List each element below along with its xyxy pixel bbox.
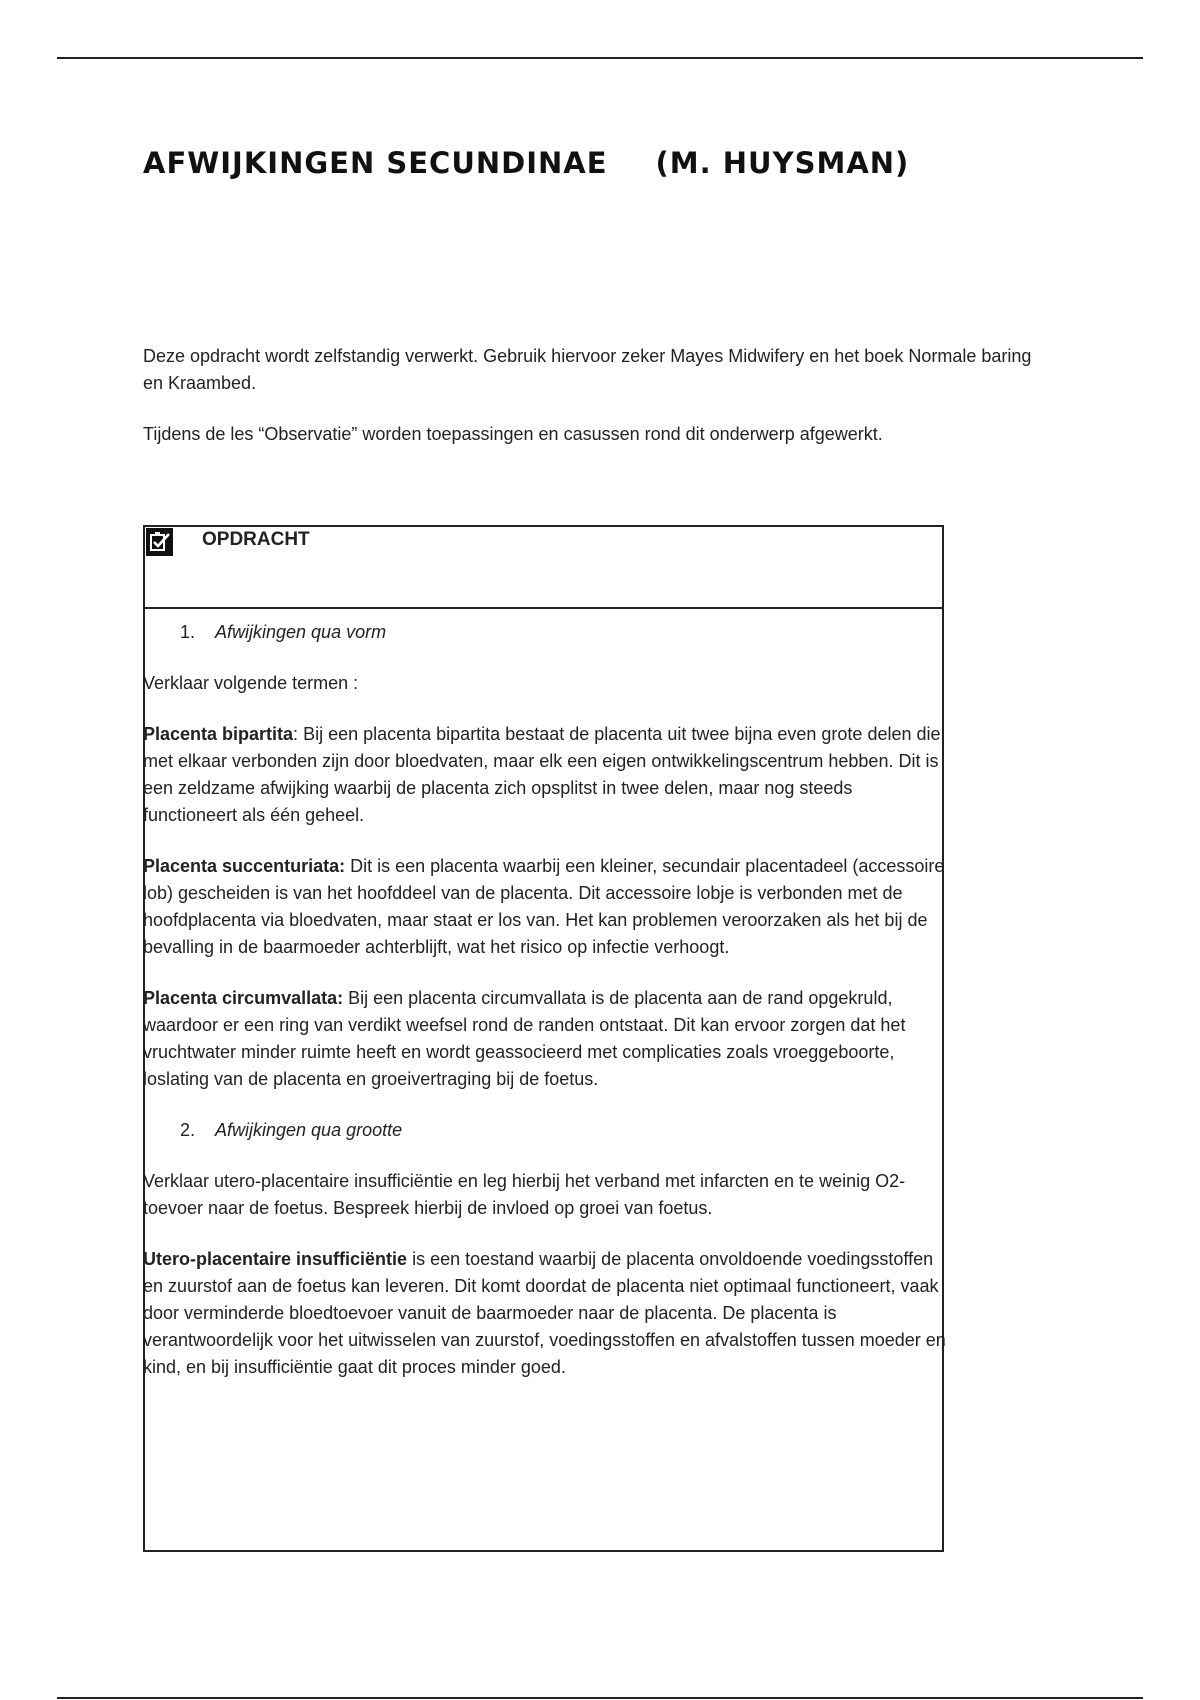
term-definition bbox=[143, 721, 946, 829]
intro-paragraph: Tijdens de les “Observatie” worden toepassingen en casussen rond dit onderwerp afgewerkt. bbox=[143, 424, 883, 444]
assignment-box bbox=[143, 525, 944, 1552]
title-main: AFWIJKINGEN SECUNDINAE bbox=[143, 146, 608, 180]
answer-text: is een toestand waarbij de placenta onvoldoende voedingsstoffen en zuurstof aan de foetus kan leveren. Dit komt doordat de placenta niet optimaal functioneert, vaak door verminderde bloedtoevoer vanuit de baarmoeder naar de placenta. De placenta is verantwoordelijk voor het uitwisselen van zuurstof, voedingsstoffen en afvalstoffen tussen moeder en kind, en bij insufficiëntie gaat dit proces minder goed. bbox=[143, 1249, 946, 1377]
intro-paragraph: Deze opdracht wordt zelfstandig verwerkt. Gebruik hiervoor zeker Mayes Midwifery en het boek Normale baring en Kraambed. bbox=[143, 346, 1032, 393]
term-separator: : bbox=[293, 724, 299, 744]
term-label: Placenta bipartita bbox=[143, 724, 294, 744]
assignment-body bbox=[143, 619, 946, 1405]
section-number: 2. bbox=[180, 1120, 196, 1140]
top-divider bbox=[57, 57, 1143, 59]
term-text: Bij een placenta circumvallata is de placenta aan de rand opgekruld, waardoor er een ring van verdikt weefsel rond de randen ontstaat. Dit kan ervoor zorgen dat het vruchtwater minder ruimte heeft en wordt geassocieerd met complicaties zoals vroeggeboorte, loslating van de placenta en groeivertraging bij de foetus. bbox=[143, 988, 906, 1089]
title-author: (M. HUYSMAN) bbox=[655, 146, 910, 180]
answer-paragraph bbox=[143, 1246, 946, 1381]
term-definition bbox=[143, 985, 946, 1093]
checklist-icon bbox=[146, 528, 173, 556]
assignment-title: OPDRACHT bbox=[202, 529, 310, 550]
term-label: Placenta succenturiata: bbox=[143, 856, 346, 876]
section-number: 1. bbox=[180, 622, 196, 642]
page-title bbox=[143, 146, 909, 180]
instruction-text: Verklaar utero-placentaire insufficiëntie en leg hierbij het verband met infarcten en te weinig O2-toevoer naar de foetus. Bespreek hierbij de invloed op groei van foetus. bbox=[143, 1171, 906, 1218]
term-text: Bij een placenta bipartita bestaat de placenta uit twee bijna even grote delen die met elkaar verbonden zijn door bloedvaten, maar elk een eigen ontwikkelingscentrum hebben. Dit is een zeldzame afwijking waarbij de placenta zich opsplitst in twee delen, maar nog steeds functioneert als één geheel. bbox=[143, 724, 941, 825]
section-title: Afwijkingen qua vorm bbox=[215, 622, 387, 642]
term-label: Placenta circumvallata: bbox=[143, 988, 344, 1008]
answer-term: Utero-placentaire insufficiëntie bbox=[143, 1249, 408, 1269]
intro-section bbox=[143, 343, 1043, 472]
term-text: Dit is een placenta waarbij een kleiner, secundair placentadeel (accessoire lob) gescheiden is van het hoofddeel van de placenta. Dit accessoire lobje is verbonden met de hoofdplacenta via bloedvaten, maar staat er los van. Het kan problemen veroorzaken als het bij de bevalling in de baarmoeder achterblijft, wat het risico op infectie verhoogt. bbox=[143, 856, 945, 957]
section-heading-shape bbox=[143, 619, 946, 646]
assignment-header bbox=[145, 527, 942, 609]
section-title: Afwijkingen qua grootte bbox=[215, 1120, 403, 1140]
section-heading-size bbox=[143, 1117, 946, 1144]
bottom-divider bbox=[57, 1697, 1143, 1699]
term-definition bbox=[143, 853, 946, 961]
instruction-text: Verklaar volgende termen : bbox=[143, 673, 359, 693]
